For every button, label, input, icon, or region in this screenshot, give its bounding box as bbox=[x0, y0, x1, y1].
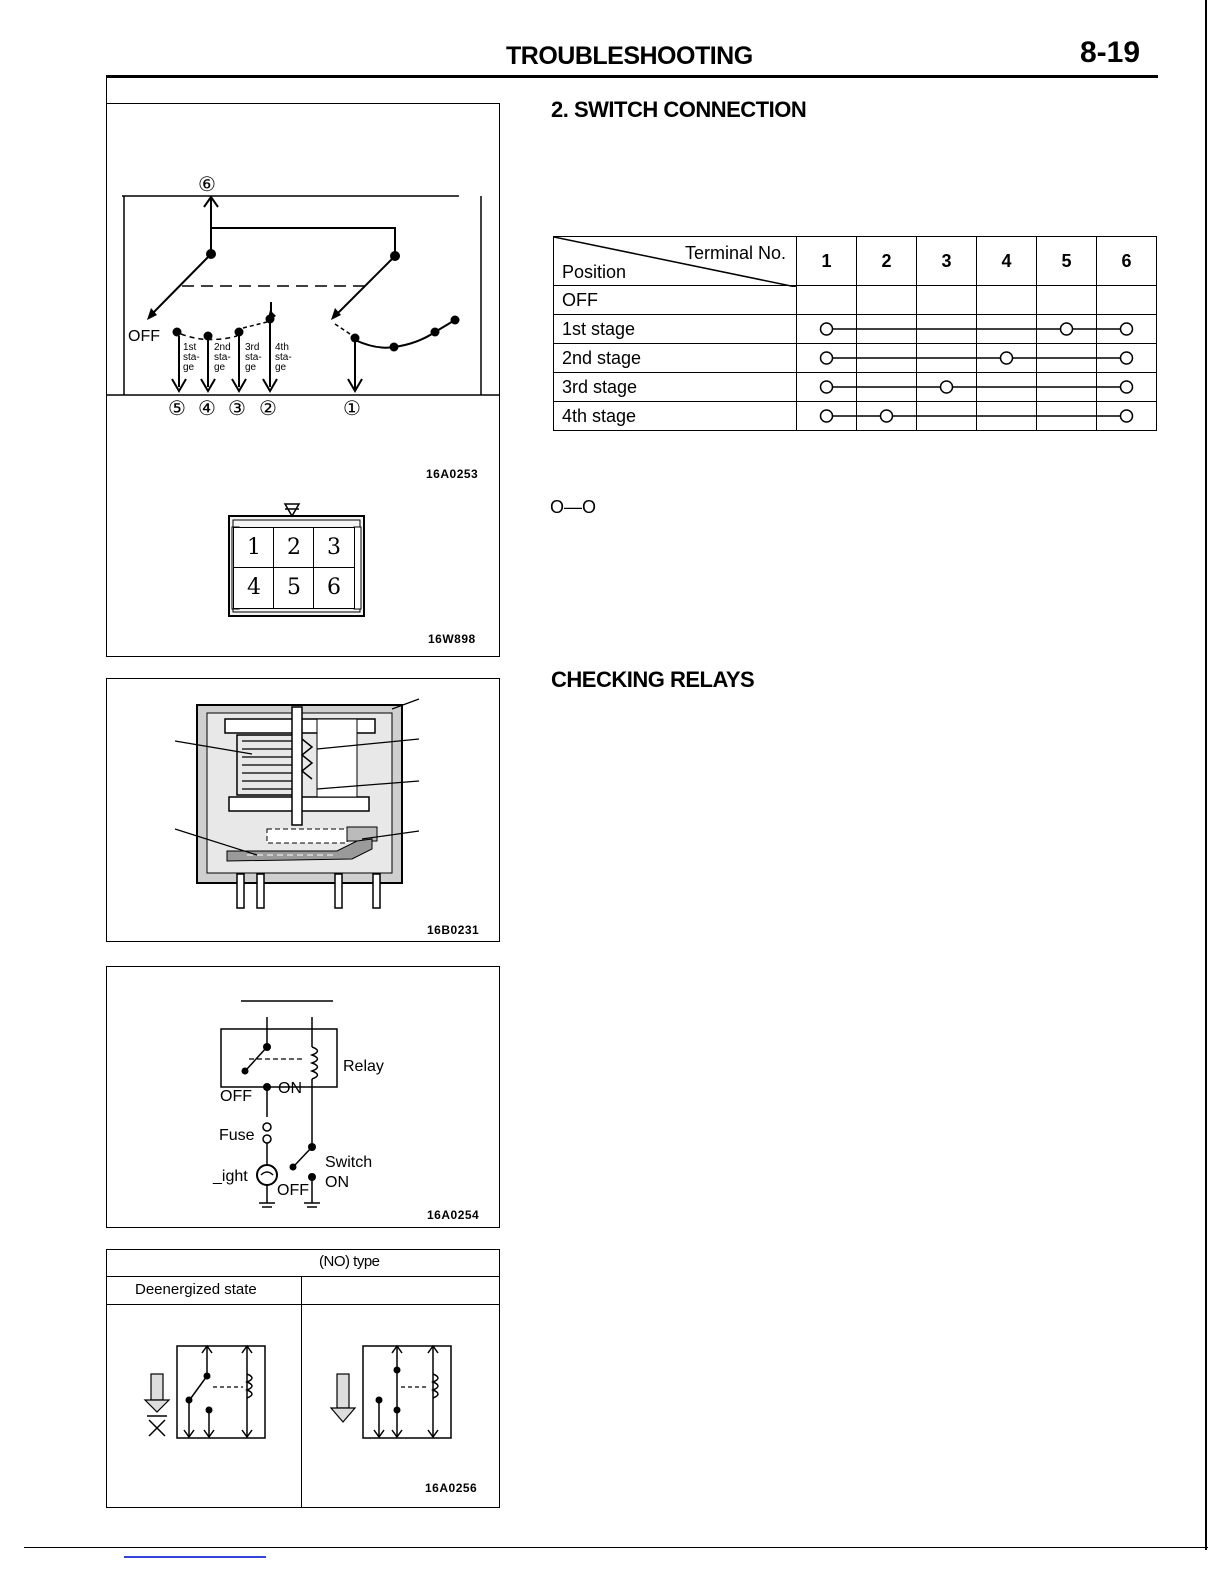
table-cell bbox=[857, 286, 917, 315]
figure-relay-circuit bbox=[106, 966, 500, 1228]
table-cell bbox=[1037, 315, 1097, 344]
figure-relay-cross-section bbox=[106, 678, 500, 942]
terminal-5-label: ⑤ bbox=[168, 396, 186, 420]
table-cell bbox=[1097, 373, 1157, 402]
position-label: 1st stage bbox=[554, 315, 797, 344]
fuse-label: Fuse bbox=[219, 1127, 255, 1144]
relay-label: Relay bbox=[343, 1058, 384, 1075]
corner-terminal-label: Terminal No. bbox=[684, 243, 786, 263]
table-cell bbox=[797, 344, 857, 373]
relay-on-label: ON bbox=[278, 1080, 302, 1097]
terminal-1-label: ① bbox=[343, 396, 361, 420]
checking-relays-heading: CHECKING RELAYS bbox=[551, 667, 755, 692]
corner-position-label: Position bbox=[562, 262, 627, 282]
light-label: _ight bbox=[213, 1168, 248, 1185]
footer-link-underline bbox=[124, 1556, 266, 1558]
position-label: OFF bbox=[554, 286, 797, 315]
table-row bbox=[554, 344, 1157, 373]
table-cell bbox=[977, 402, 1037, 431]
figure-code-16b0231: 16B0231 bbox=[427, 923, 480, 937]
stage-4-label: 4th sta- ge bbox=[275, 342, 292, 373]
connector-cell-3: 3 bbox=[313, 527, 355, 569]
table-cell bbox=[917, 344, 977, 373]
connector-grid bbox=[233, 527, 355, 609]
page-number: 8-19 bbox=[1080, 36, 1141, 69]
terminal-3-label: ③ bbox=[228, 396, 246, 420]
no-type-header: (NO) type bbox=[319, 1253, 380, 1270]
table-row bbox=[554, 402, 1157, 431]
table-cell bbox=[917, 373, 977, 402]
stage-1-label: 1st sta- ge bbox=[183, 342, 200, 373]
table-cell bbox=[1037, 286, 1097, 315]
position-label: 2nd stage bbox=[554, 344, 797, 373]
page-edge-line bbox=[1205, 0, 1207, 1550]
table-cell bbox=[977, 286, 1037, 315]
terminal-header: 2 bbox=[857, 237, 917, 286]
table-cell bbox=[1037, 344, 1097, 373]
table-cell bbox=[857, 402, 917, 431]
table-cell bbox=[977, 315, 1037, 344]
connector-cell-6: 6 bbox=[313, 567, 355, 609]
continuity-legend-symbol: O—O bbox=[550, 497, 597, 517]
switch-off-label: OFF bbox=[277, 1182, 309, 1199]
deenergized-state-label: Deenergized state bbox=[135, 1281, 257, 1298]
table-cell bbox=[857, 315, 917, 344]
table-cell bbox=[917, 402, 977, 431]
position-label: 3rd stage bbox=[554, 373, 797, 402]
connector-cell-5: 5 bbox=[273, 567, 315, 609]
terminal-header: 5 bbox=[1037, 237, 1097, 286]
table-cell bbox=[797, 315, 857, 344]
terminal-header: 1 bbox=[797, 237, 857, 286]
page-header-title: TROUBLESHOOTING bbox=[506, 42, 753, 70]
switch-connection-table bbox=[553, 236, 1157, 431]
switch-label: Switch bbox=[325, 1154, 373, 1171]
table-header-row bbox=[554, 237, 1157, 286]
table-cell bbox=[857, 373, 917, 402]
table-cell bbox=[977, 373, 1037, 402]
connector-cell-1: 1 bbox=[233, 527, 275, 569]
table-corner-cell bbox=[554, 237, 797, 286]
table-cell bbox=[917, 286, 977, 315]
connector-cell-4: 4 bbox=[233, 567, 275, 609]
table-row bbox=[554, 315, 1157, 344]
stage-2-label: 2nd sta- ge bbox=[214, 342, 231, 373]
connector-cell-2: 2 bbox=[273, 527, 315, 569]
table-cell bbox=[797, 286, 857, 315]
table-cell bbox=[1097, 344, 1157, 373]
relay-cross-section-drawing bbox=[107, 679, 499, 941]
table-cell bbox=[977, 344, 1037, 373]
position-label: 4th stage bbox=[554, 402, 797, 431]
off-label: OFF bbox=[128, 328, 160, 345]
footer-rule bbox=[24, 1547, 1208, 1548]
table-cell bbox=[1037, 402, 1097, 431]
table-cell bbox=[1097, 402, 1157, 431]
figure-code-16a0256: 16A0256 bbox=[425, 1481, 478, 1495]
terminal-4-label: ④ bbox=[198, 396, 216, 420]
figure-no-type bbox=[106, 1249, 500, 1508]
table-cell bbox=[797, 373, 857, 402]
relay-off-label: OFF bbox=[220, 1088, 252, 1105]
terminal-header: 4 bbox=[977, 237, 1037, 286]
terminal-2-label: ② bbox=[259, 396, 277, 420]
table-row bbox=[554, 286, 1157, 315]
terminal-header: 3 bbox=[917, 237, 977, 286]
table-cell bbox=[857, 344, 917, 373]
table-cell bbox=[1037, 373, 1097, 402]
table-cell bbox=[917, 315, 977, 344]
switch-on-label: ON bbox=[325, 1174, 349, 1191]
figure-code-16w898: 16W898 bbox=[428, 632, 476, 646]
switch-connection-heading: 2. SWITCH CONNECTION bbox=[551, 97, 807, 122]
figure-code-16a0254: 16A0254 bbox=[427, 1208, 480, 1222]
left-margin-rule bbox=[106, 78, 107, 106]
table-cell bbox=[1097, 315, 1157, 344]
figure-code-16a0253: 16A0253 bbox=[426, 467, 479, 481]
table-cell bbox=[1097, 286, 1157, 315]
terminal-6-label: ⑥ bbox=[198, 172, 216, 196]
figure-switch-schematic bbox=[106, 103, 500, 657]
table-cell bbox=[797, 402, 857, 431]
table-row bbox=[554, 373, 1157, 402]
no-type-drawing bbox=[107, 1250, 499, 1507]
stage-3-label: 3rd sta- ge bbox=[245, 342, 262, 373]
terminal-header: 6 bbox=[1097, 237, 1157, 286]
header-rule bbox=[106, 75, 1158, 78]
